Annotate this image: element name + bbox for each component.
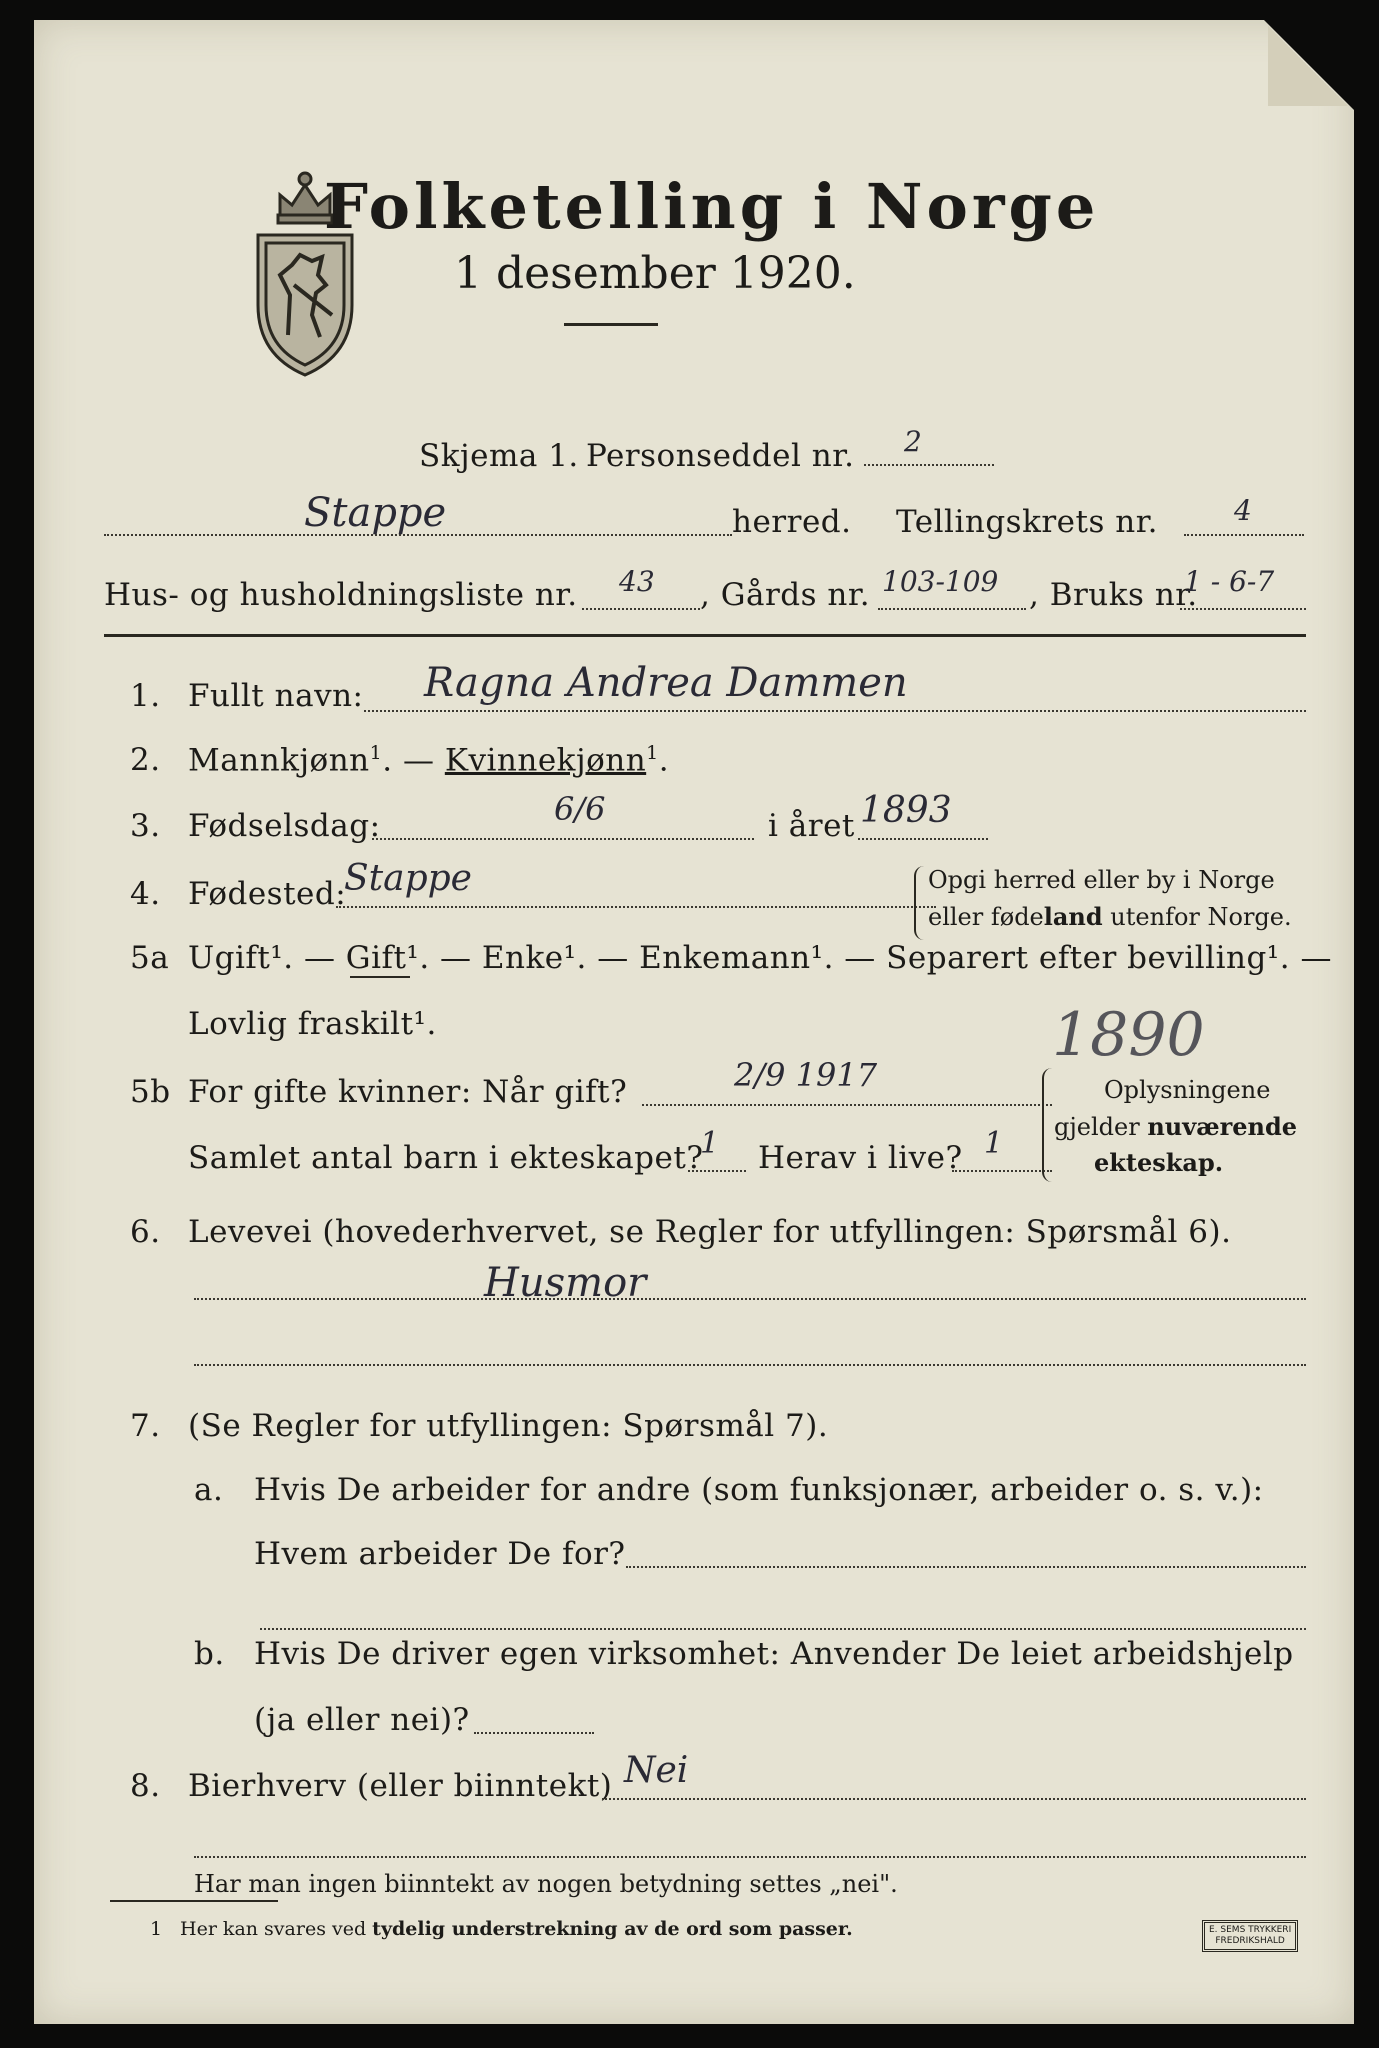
q5b-note-line1: Oplysningene	[1104, 1076, 1271, 1104]
tellingskrets-label: Tellingskrets nr.	[896, 504, 1158, 540]
q6-occupation-value: Husmor	[484, 1260, 647, 1306]
q5b-note-line3: ekteskap.	[1094, 1148, 1224, 1177]
q7a-label-employer: Hvem arbeider De for?	[254, 1536, 626, 1572]
q4-note-line2: eller fødeland utenfor Norge.	[928, 902, 1292, 931]
q5a-options-line2: Lovlig fraskilt¹.	[188, 1006, 437, 1042]
q3-year-label: i året	[768, 808, 855, 844]
personseddel-label: Personseddel nr.	[586, 438, 855, 474]
q4-note-line1: Opgi herred eller by i Norge	[928, 866, 1275, 894]
q4-birthplace-value: Stappe	[344, 858, 472, 899]
q5b-children-value: 1	[700, 1126, 720, 1161]
header-rule	[104, 634, 1306, 637]
footnote-number: 1	[150, 1918, 163, 1940]
q5a-margin-note: 1890	[1052, 1000, 1205, 1070]
q2-number: 2.	[130, 742, 161, 778]
q5b-note-line2: gjelder nuværende	[1054, 1112, 1298, 1141]
q3-label: Fødselsdag:	[188, 808, 381, 844]
q7a-label: Hvis De arbeider for andre (som funksjonær, arbeider o. s. v.):	[254, 1472, 1264, 1508]
printer-stamp: E. SEMS TRYKKERI FREDRIKSHALD	[1202, 1920, 1298, 1952]
q8-label: Bierhverv (eller biinntekt)	[188, 1768, 613, 1804]
q2-option-male: Mannkjønn	[188, 742, 370, 779]
q6-label: Levevei (hovederhvervet, se Regler for utfyllingen: Spørsmål 6).	[188, 1214, 1232, 1250]
q5b-label-children: Samlet antal barn i ekteskapet?	[188, 1140, 704, 1176]
q5a-options: Ugift¹. — Gift¹. — Enke¹. — Enkemann¹. — Separert efter bevilling¹. —	[188, 940, 1332, 976]
title-divider	[564, 323, 658, 326]
note-no-income: Har man ingen biinntekt av nogen betydning settes „nei".	[194, 1870, 898, 1898]
footnote-text: Her kan svares ved tydelig understrekning av de ord som passer.	[180, 1918, 853, 1940]
q5a-number: 5a	[130, 940, 170, 976]
personseddel-value: 2	[904, 425, 922, 458]
q4-number: 4.	[130, 876, 161, 912]
herred-label: herred.	[732, 504, 852, 540]
q5a-gift-underline	[350, 976, 410, 978]
bruks-label: , Bruks nr.	[1029, 577, 1198, 613]
skjema-label: Skjema 1.	[419, 438, 579, 474]
q1-label: Fullt navn:	[188, 678, 364, 714]
husliste-label: Hus- og husholdningsliste nr.	[104, 577, 578, 613]
q8-side-income-value: Nei	[624, 1750, 689, 1791]
census-form	[34, 20, 1354, 2024]
gards-label: , Gårds nr.	[700, 577, 871, 613]
q5b-alive-value: 1	[984, 1126, 1004, 1161]
q7-label: (Se Regler for utfyllingen: Spørsmål 7).	[188, 1408, 829, 1444]
q7-number: 7.	[130, 1408, 161, 1444]
gards-value: 103-109	[882, 565, 999, 598]
husliste-value: 43	[619, 565, 655, 598]
tellingskrets-value: 4	[1234, 494, 1252, 527]
q8-number: 8.	[130, 1768, 161, 1804]
q7b-number: b.	[194, 1636, 225, 1672]
footnote-rule	[110, 1900, 278, 1902]
q2-options: Mannkjønn$^1$. — Kvinnekjønn$^1$.	[188, 742, 670, 779]
q5b-label-alive: Herav i live?	[758, 1140, 963, 1176]
q7b-label-yesno: (ja eller nei)?	[254, 1702, 470, 1738]
q4-label: Fødested:	[188, 876, 347, 912]
q5b-married-value: 2/9 1917	[734, 1056, 878, 1094]
q7b-label: Hvis De driver egen virksomhet: Anvender De leiet arbeidshjelp	[254, 1636, 1294, 1672]
q5b-label-married: For gifte kvinner: Når gift?	[188, 1074, 628, 1110]
q3-year-value: 1893	[860, 790, 952, 831]
q1-full-name-value: Ragna Andrea Dammen	[424, 660, 908, 706]
herred-value: Stappe	[304, 490, 447, 536]
q1-number: 1.	[130, 678, 161, 714]
q5b-number: 5b	[130, 1074, 171, 1110]
form-title: Folketelling i Norge	[324, 170, 1100, 243]
bruks-value: 1 - 6-7	[1184, 565, 1275, 598]
form-date: 1 desember 1920.	[454, 248, 856, 299]
q7a-number: a.	[194, 1472, 224, 1508]
q2-option-female-underlined: Kvinnekjønn	[444, 742, 647, 779]
q3-number: 3.	[130, 808, 161, 844]
q3-birthday-value: 6/6	[554, 790, 606, 828]
q6-number: 6.	[130, 1214, 161, 1250]
